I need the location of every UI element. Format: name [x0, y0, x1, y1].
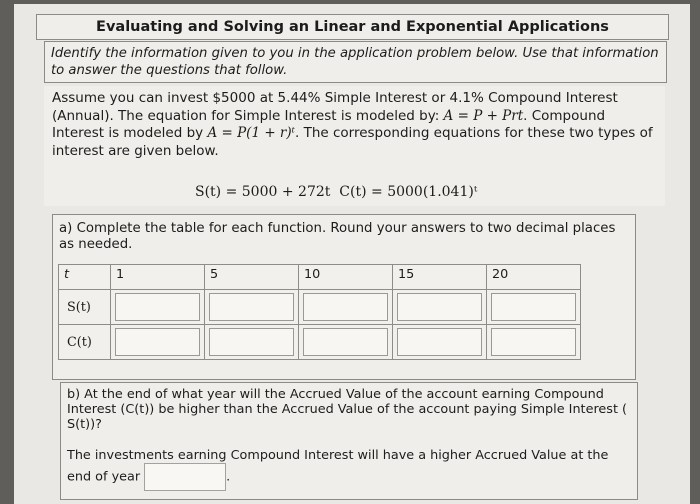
values-table — [58, 264, 581, 360]
c-input-5[interactable] — [209, 328, 294, 356]
part-b-section — [60, 382, 638, 500]
s-cell-15 — [393, 290, 487, 325]
s-input-1[interactable] — [115, 293, 200, 321]
row-label-c: C(t) — [59, 325, 111, 360]
function-equations — [195, 184, 477, 200]
s-cell-20 — [487, 290, 581, 325]
c-input-1[interactable] — [115, 328, 200, 356]
c-cell-10 — [299, 325, 393, 360]
s-cell-5 — [205, 290, 299, 325]
part-b-answer-line — [67, 448, 631, 491]
answer-suffix: . — [226, 469, 231, 485]
simple-function: S(t) = 5000 + 272t — [195, 184, 331, 200]
s-cell-1 — [111, 290, 205, 325]
header-year-20: 20 — [487, 265, 581, 290]
table-header-row — [59, 265, 581, 290]
simple-interest-formula: A = P + Prt — [443, 107, 524, 124]
s-input-15[interactable] — [397, 293, 482, 321]
year-answer-input[interactable] — [144, 463, 226, 491]
header-year-15: 15 — [393, 265, 487, 290]
compound-interest-formula: A = P(1 + r)ᵗ — [207, 125, 295, 141]
part-b-question: b) At the end of what year will the Accrued Value of the account earning Compound Interest (C(t)) be higher than the Accrued Value of the account paying Simple Interest ( S(t))? — [67, 387, 628, 432]
header-year-5: 5 — [205, 265, 299, 290]
problem-text-3: . The corresponding equations for these two types of interest are given below. — [52, 125, 653, 159]
worksheet-title: Evaluating and Solving an Linear and Exponential Applications — [36, 14, 669, 40]
part-a-prompt: a) Complete the table for each function. Round your answers to two decimal places as needed. — [59, 221, 616, 252]
compound-function: C(t) = 5000(1.041)ᵗ — [339, 184, 478, 200]
problem-text-1: Assume you can invest $5000 at 5.44% Simple Interest or 4.1% Compound Interest (Annual). The equation for Simple Interest is modeled by: — [52, 90, 618, 124]
table-row — [59, 325, 581, 360]
problem-text-2: . Compound Interest is modeled by — [52, 107, 606, 141]
table-row — [59, 290, 581, 325]
c-cell-20 — [487, 325, 581, 360]
s-cell-10 — [299, 290, 393, 325]
header-year-10: 10 — [299, 265, 393, 290]
s-input-10[interactable] — [303, 293, 388, 321]
c-input-15[interactable] — [397, 328, 482, 356]
instructions-text: Identify the information given to you in the application problem below. Use that information to answer the questions that follow. — [44, 41, 667, 83]
s-input-5[interactable] — [209, 293, 294, 321]
c-input-10[interactable] — [303, 328, 388, 356]
header-t: t — [59, 265, 111, 290]
header-year-1: 1 — [111, 265, 205, 290]
c-input-20[interactable] — [491, 328, 576, 356]
c-cell-15 — [393, 325, 487, 360]
c-cell-5 — [205, 325, 299, 360]
c-cell-1 — [111, 325, 205, 360]
answer-prefix: The investments earning Compound Interest will have a higher Accrued Value at the end of year — [67, 448, 609, 485]
s-input-20[interactable] — [491, 293, 576, 321]
row-label-s: S(t) — [59, 290, 111, 325]
